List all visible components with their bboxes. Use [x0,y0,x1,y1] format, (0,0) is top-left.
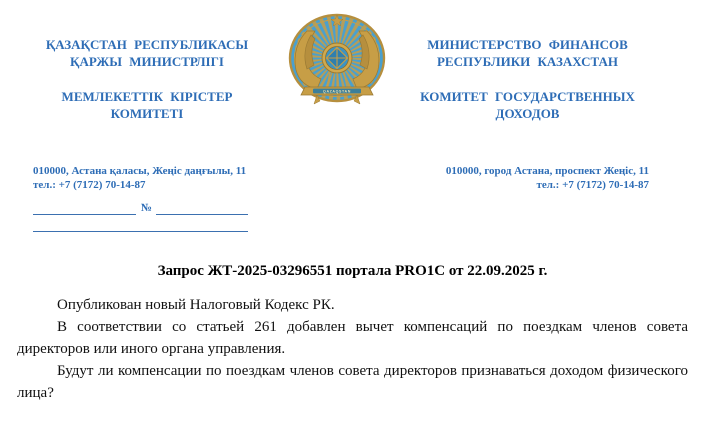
address-line: 010000, Астана қаласы, Жеңіс даңғылы, 11 [33,165,247,177]
reference-number-row [33,202,248,215]
body-paragraph: В соответствии со статьей 261 добавлен вычет компенсаций по поездкам членов совета директоров или иного органа управления. [17,319,688,357]
outgoing-number-blank-line [156,202,248,215]
org-line: РЕСПУБЛИКИ КАЗАХСТАН [436,54,619,69]
spacer [28,70,266,88]
address-russian [437,165,649,192]
emblem-banner-text: QAZAQSTAN [323,89,351,94]
document-title: Запрос ЖТ-2025-03296551 портала PRO1C от 22.09.2025 г. [157,263,548,279]
reply-reference-blank-line [33,231,248,232]
outgoing-date-blank-line [33,202,136,215]
address-line: 010000, город Астана, проспект Жеңіс, 11 [445,165,649,177]
body-paragraph: Будут ли компенсации по поездкам членов совета директоров признаваться доходом физического лица? [17,363,688,401]
body-paragraph: Опубликован новый Налоговый Кодекс РК. [57,297,335,313]
document-body [17,294,688,404]
spacer [405,70,650,88]
kazakhstan-coat-of-arms-icon [287,13,387,107]
address-line: тел.: +7 (7172) 70-14-87 [536,178,649,191]
org-line: КОМИТЕТІ [110,106,184,121]
org-line: МЕМЛЕКЕТТІК КІРІСТЕР [61,89,233,104]
org-line: КОМИТЕТ ГОСУДАРСТВЕННЫХ [420,89,635,104]
org-line: ҚАРЖЫ МИНИСТРЛІГІ [70,54,224,69]
number-sign: № [141,201,153,214]
org-line: ҚАЗАҚСТАН РЕСПУБЛИКАСЫ [45,37,249,52]
org-name-russian [405,36,650,122]
org-line: МИНИСТЕРСТВО ФИНАНСОВ [427,37,628,52]
address-line: тел.: +7 (7172) 70-14-87 [33,178,146,191]
address-kazakh [33,165,248,232]
org-name-kazakh [28,36,266,122]
org-line: ДОХОДОВ [495,106,560,121]
